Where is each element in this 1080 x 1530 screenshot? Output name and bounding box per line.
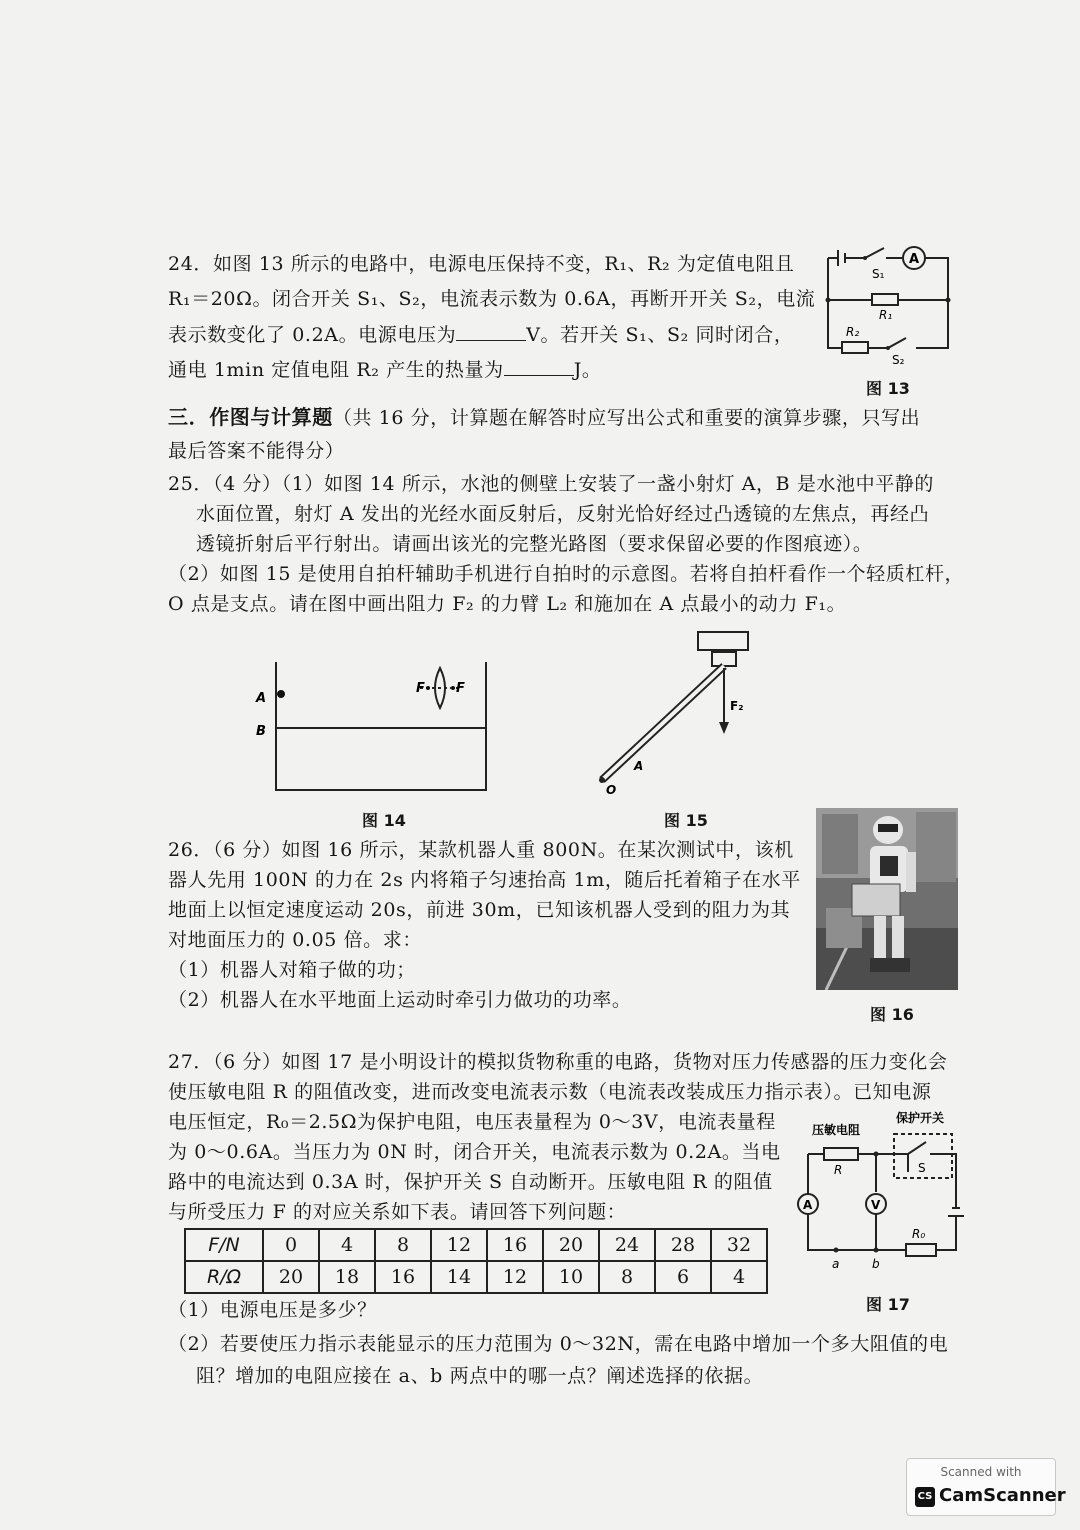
q25-line-5: O 点是支点。请在图中画出阻力 F₂ 的力臂 L₂ 和施加在 A 点最小的动力 F₁。 [168,593,847,615]
table-header-resistance: R/Ω [185,1261,263,1293]
label-point-a: a [832,1257,840,1271]
table-cell: 12 [431,1229,487,1261]
section-3-title: 三．作图与计算题 [168,405,333,429]
table-cell: 12 [487,1261,543,1293]
figure-17-caption: 图 17 [866,1295,910,1314]
label-voltmeter: V [871,1198,881,1212]
q27-sub-2a: （2）若要使压力指示表能显示的压力范围为 0～32N，需在电路中增加一个多大阻值的电 [168,1333,949,1355]
table-cell: 4 [319,1229,375,1261]
label-a: A [634,759,644,773]
figure-14-pool [250,660,490,800]
table-cell: 16 [487,1229,543,1261]
table-cell: 8 [599,1261,655,1293]
figure-13-caption: 图 13 [866,379,910,398]
switch-s-blade [908,1142,926,1154]
q24-line-4 [168,357,602,382]
focus-right-dot [451,686,455,690]
label-r1: R₁ [879,308,893,322]
q25-line-2: 水面位置，射灯 A 发出的光经水面反射后，反射光恰好经过凸透镜的左焦点，再经凸 [196,503,930,525]
label-s2: S₂ [892,353,905,367]
q26-line-5: （1）机器人对箱子做的功； [168,959,416,981]
label-r2: R₂ [846,325,860,339]
table-cell: 6 [655,1261,711,1293]
resistor-r2 [842,342,868,353]
table-header-force: F/N [185,1229,263,1261]
q25-line-1: 25．（4 分）（1）如图 14 所示，水池的侧壁上安装了一盏小射灯 A，B 是水池中平静的 [168,473,935,495]
q27-line-6: 与所受压力 F 的对应关系如下表。请回答下列问题： [168,1201,627,1223]
watermark-brand: CamScanner [939,1485,1066,1506]
q25-line-4: （2）如图 15 是使用自拍杆辅助手机进行自拍时的示意图。若将自拍杆看作一个轻质杠杆， [168,563,965,585]
section-3-instructions: （共 16 分，计算题在解答时应写出公式和重要的演算步骤，只写出 [332,407,921,429]
switch-s2-blade [888,338,906,348]
resistor-r0 [906,1244,936,1256]
table-cell: 0 [263,1229,319,1261]
figure-17-circuit [790,1108,970,1276]
table-row-resistance [185,1261,767,1293]
label-focus-right: F [456,681,465,696]
lamp-a-dot [277,690,285,698]
q24-line-3-text-b: V。若开关 S₁、S₂ 同时闭合， [526,324,794,346]
table-cell: 8 [375,1229,431,1261]
table-cell: 16 [375,1261,431,1293]
label-s: S [918,1161,926,1175]
label-focus-left: F [416,681,425,696]
label-ammeter: A [909,252,920,267]
q26-line-3: 地面上以恒定速度运动 20s，前进 30m，已知该机器人受到的阻力为其 [168,899,791,921]
figure-13-circuit [820,238,960,368]
label-s1: S₁ [872,267,885,281]
table-row-force [185,1229,767,1261]
answer-blank-voltage [456,322,526,341]
q24-line-2: R₁＝20Ω。闭合开关 S₁、S₂，电流表示数为 0.6A，再断开开关 S₂，电流 [168,288,816,310]
label-point-b: b [872,1257,880,1271]
q27-sub-1: （1）电源电压是多少？ [168,1299,377,1321]
q27-line-2: 使压敏电阻 R 的阻值改变，进而改变电流表示数（电流表改装成压力指示表）。已知电源 [168,1081,932,1103]
figure-15-selfie-stick [590,628,770,798]
q27-line-3: 电压恒定，R₀＝2.5Ω为保护电阻，电压表量程为 0～3V，电流表量程 [168,1111,776,1133]
q24-line-3 [168,322,793,347]
q27-sub-2b: 阻？增加的电阻应接在 a、b 两点中的哪一点？阐述选择的依据。 [196,1365,764,1387]
figure-14-caption: 图 14 [362,811,406,830]
q27-line-5: 路中的电流达到 0.3A 时，保护开关 S 自动断开。压敏电阻 R 的阻值 [168,1171,773,1193]
resistor-r1 [872,294,898,305]
switch-s1-blade [865,248,884,258]
table-cell: 10 [543,1261,599,1293]
table-cell: 20 [263,1261,319,1293]
q24-line-4-text-b: J。 [573,359,602,381]
camscanner-logo-icon: CS [915,1487,935,1507]
resistor-r [824,1148,858,1160]
focus-left-dot [426,686,430,690]
label-r0: R₀ [912,1227,926,1241]
section-3-heading [168,405,920,430]
table-cell: 18 [319,1261,375,1293]
figure-16-caption: 图 16 [870,1005,914,1024]
table-cell: 24 [599,1229,655,1261]
q26-line-2: 器人先用 100N 的力在 2s 内将箱子匀速抬高 1m，随后托着箱子在水平 [168,869,801,891]
q25-line-3: 透镜折射后平行射出。请画出该光的完整光路图（要求保留必要的作图痕迹）。 [196,533,873,555]
table-cell: 20 [543,1229,599,1261]
figure-15-caption: 图 15 [664,811,708,830]
q24-line-3-text: 表示数变化了 0.2A。电源电压为 [168,324,457,346]
q26-line-6: （2）机器人在水平地面上运动时牵引力做功的功率。 [168,989,632,1011]
label-r: R [834,1163,843,1177]
label-f2: F₂ [730,699,744,713]
figure-16-robot-photo [816,808,958,990]
label-o: O [606,783,617,797]
q24-line-4-text: 通电 1min 定值电阻 R₂ 产生的热量为 [168,359,504,381]
answer-blank-heat [504,357,574,376]
q24-line-1: 24．如图 13 所示的电路中，电源电压保持不变，R₁、R₂ 为定值电阻且 [168,253,795,275]
camscanner-watermark [906,1458,1066,1516]
section-3-instructions-2: 最后答案不能得分） [168,440,345,462]
table-cell: 4 [711,1261,767,1293]
q26-line-1: 26．（6 分）如图 16 所示，某款机器人重 800N。在某次测试中，该机 [168,839,794,861]
force-f2-arrow [719,722,729,734]
phone-holder [712,652,736,666]
q27-line-1: 27．（6 分）如图 17 是小明设计的模拟货物称重的电路，货物对压力传感器的压力变化会 [168,1051,948,1073]
label-sensor: 压敏电阻 [812,1123,861,1137]
force-resistance-table [184,1228,768,1294]
label-protect-switch: 保护开关 [896,1111,945,1125]
phone [698,632,748,650]
q26-line-4: 对地面压力的 0.05 倍。求： [168,929,422,951]
table-cell: 28 [655,1229,711,1261]
pivot-o [599,777,605,783]
table-cell: 32 [711,1229,767,1261]
label-ammeter: A [803,1198,813,1212]
watermark-scanned-with: Scanned with [940,1465,1022,1479]
table-cell: 14 [431,1261,487,1293]
q27-line-4: 为 0～0.6A。当压力为 0N 时，闭合开关，电流表示数为 0.2A。当电 [168,1141,781,1163]
label-a: A [256,691,267,706]
label-b: B [256,724,266,739]
